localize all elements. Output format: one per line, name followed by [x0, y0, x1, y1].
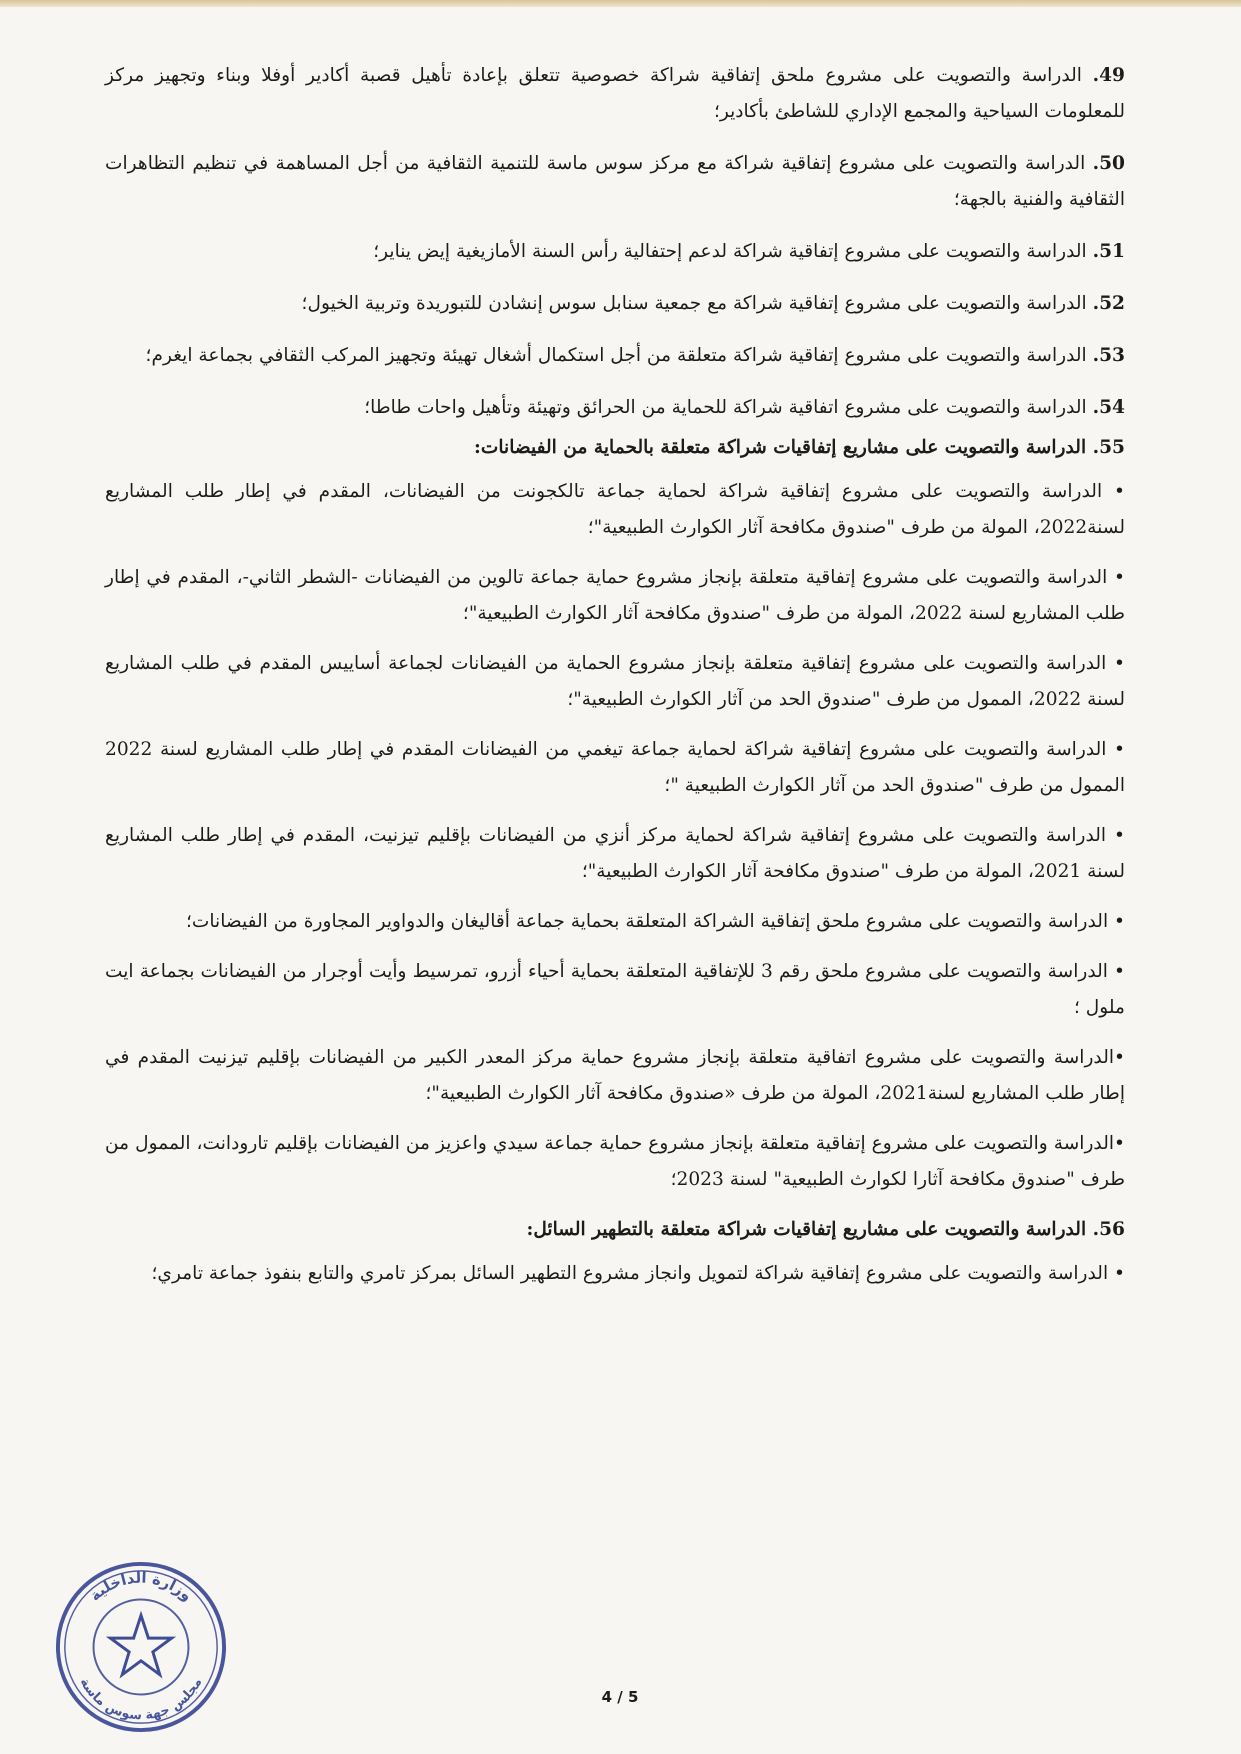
flood-bullet: •الدراسة والتصويت على مشروع اتفاقية متعلقة بإنجاز مشروع حماية مركز المعدر الكبير من الفيضانات بإقليم تيزنيت المقدم في إطار طلب المشاريع لسنة2021، المولة من طرف «صندوق مكافحة آثار الكوارث الطبيعية"؛ — [105, 1047, 1125, 1104]
agenda-item-56-heading — [105, 1212, 1125, 1248]
item-number: 56. — [1092, 1219, 1125, 1240]
agenda-item-54 — [105, 390, 1125, 426]
item-text: الدراسة والتصويت على مشروع إتفاقية شراكة مع مركز سوس ماسة للتنمية الثقافية من أجل المساهمة في تنظيم التظاهرات الثقافية والفنية بالجهة؛ — [105, 153, 1125, 210]
flood-bullet: • الدراسة والتصويت على مشروع إتفاقية شراكة لحماية مركز أنزي من الفيضانات بإقليم تيزنيت، المقدم في إطار طلب المشاريع لسنة 2021، المولة من طرف "صندوق مكافحة آثار الكوارث الطبيعية"؛ — [105, 825, 1125, 882]
official-stamp — [52, 1558, 230, 1736]
item-text: الدراسة والتصويت على مشروع ملحق إتفاقية شراكة خصوصية تتعلق بإعادة تأهيل قصبة أكادير أوفلا وبناء وتجهيز مركز للمعلومات السياحية والمجمع الإداري للشاطئ بأكادير؛ — [105, 65, 1125, 122]
item-number: 50. — [1092, 153, 1125, 174]
stamp-top-text: وزارة الداخلية — [86, 1569, 196, 1605]
section-title: الدراسة والتصويت على مشاريع إتفاقيات شراكة متعلقة بالحماية من الفيضانات: — [473, 437, 1087, 458]
item-text: الدراسة والتصويت على مشروع اتفاقية شراكة للحماية من الحرائق وتهيئة وتأهيل واحات طاطا؛ — [364, 397, 1087, 418]
sanitation-bullet: • الدراسة والتصويت على مشروع إتفاقية شراكة لتمويل وانجاز مشروع التطهير السائل بمركز تامري والتابع بنفوذ جماعة تامري؛ — [151, 1263, 1125, 1284]
star-icon — [110, 1615, 171, 1674]
item-number: 53. — [1092, 345, 1125, 366]
flood-bullet: • الدراسة والتصويت على مشروع ملحق إتفاقية الشراكة المتعلقة بحماية جماعة أقاليغان والدواوير المجاورة من الفيضانات؛ — [185, 911, 1125, 932]
item-text: الدراسة والتصويت على مشروع إتفاقية شراكة مع جمعية سنابل سوس إنشادن للتبوريدة وتربية الخيول؛ — [301, 293, 1087, 314]
agenda-item-52 — [105, 286, 1125, 322]
item-number: 52. — [1092, 293, 1125, 314]
document-body — [105, 58, 1125, 1306]
top-edge-strip — [0, 0, 1241, 7]
flood-bullet: • الدراسة والتصويت على مشروع إتفاقية شراكة لحماية جماعة تالكجونت من الفيضانات، المقدم في إطار طلب المشاريع لسنة2022، المولة من طرف "صندوق مكافحة آثار الكوارث الطبيعية"؛ — [105, 481, 1125, 538]
item-text: الدراسة والتصويت على مشروع إتفاقية شراكة لدعم إحتفالية رأس السنة الأمازيغية إيض يناير؛ — [373, 241, 1087, 262]
agenda-item-51 — [105, 234, 1125, 270]
flood-bullet: • الدراسة والتصويت على مشروع إتفاقية متعلقة بإنجاز مشروع حماية جماعة تالوين من الفيضانات -الشطر الثاني-، المقدم في إطار طلب المشاريع لسنة 2022، المولة من طرف "صندوق مكافحة آثار الكوارث الطبيعية"؛ — [105, 567, 1125, 624]
agenda-item-50 — [105, 146, 1125, 218]
item-number: 51. — [1092, 241, 1125, 262]
section-title: الدراسة والتصويت على مشاريع إتفاقيات شراكة متعلقة بالتطهير السائل: — [526, 1219, 1087, 1240]
flood-bullet: •الدراسة والتصويت على مشروع إتفاقية متعلقة بإنجاز مشروع حماية جماعة سيدي واعزيز من الفيضانات بإقليم تارودانت، الممول من طرف "صندوق مكافحة آثارا لكوارث الطبيعية" لسنة 2023؛ — [105, 1133, 1125, 1190]
agenda-item-49 — [105, 58, 1125, 130]
agenda-item-53 — [105, 338, 1125, 374]
flood-bullet: • الدراسة والتصويت على مشروع إتفاقية شراكة لحماية جماعة تيغمي من الفيضانات المقدم في إطار طلب المشاريع لسنة 2022 الممول من طرف "صندوق الحد من آثار الكوارث الطبيعية "؛ — [105, 739, 1125, 796]
agenda-item-55-heading — [105, 430, 1125, 466]
item-number: 54. — [1092, 397, 1125, 418]
page-number: 4 / 5 — [601, 1688, 639, 1706]
flood-bullet: • الدراسة والتصويت على مشروع ملحق رقم 3 للإتفاقية المتعلقة بحماية أحياء أزرو، تمرسيط وأيت أوجرار من الفيضانات بجماعة ايت ملول ؛ — [105, 961, 1126, 1018]
item-number: 55. — [1092, 437, 1125, 458]
stamp-bottom-text: مجلس جهة سوس ماسة — [76, 1675, 206, 1724]
flood-bullet: • الدراسة والتصويت على مشروع إتفاقية متعلقة بإنجاز مشروع الحماية من الفيضانات لجماعة أساييس المقدم في طلب المشاريع لسنة 2022، الممول من طرف "صندوق الحد من آثار الكوارث الطبيعية"؛ — [105, 653, 1125, 710]
item-number: 49. — [1092, 65, 1125, 86]
item-text: الدراسة والتصويت على مشروع إتفاقية شراكة متعلقة من أجل استكمال أشغال تهيئة وتجهيز المركب الثقافي بجماعة ايغرم؛ — [145, 345, 1087, 366]
